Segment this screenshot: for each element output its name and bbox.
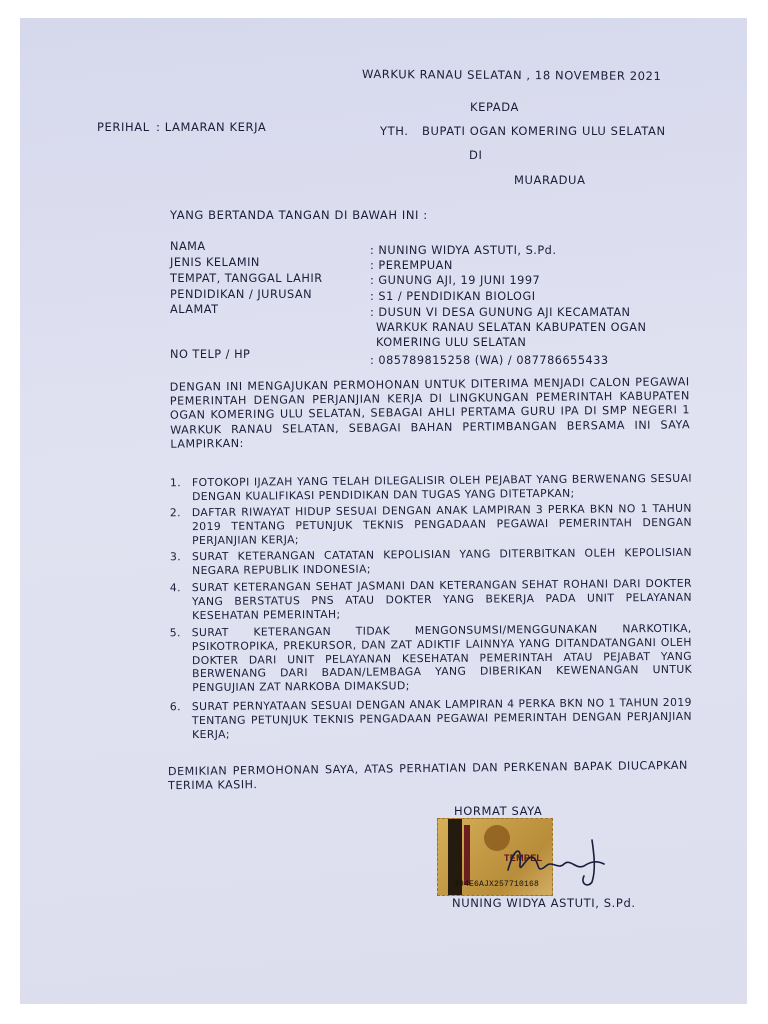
list-item-number: 5. bbox=[169, 626, 181, 640]
perihal-label: PERIHAL bbox=[97, 120, 150, 134]
field-label-alamat: ALAMAT bbox=[170, 303, 219, 316]
list-item-text: DAFTAR RIWAYAT HIDUP SESUAI DENGAN ANAK LAMPIRAN 3 PERKA BKN NO 1 TAHUN 2019 TENTANG PETUNJUK TEKNIS PENGADAAN PEGAWAI PEMERINTAH DENGAN PERJANJIAN KERJA; bbox=[191, 501, 693, 547]
list-item-text: SURAT KETERANGAN CATATAN KEPOLISIAN YANG DITERBITKAN OLEH KEPOLISIAN NEGARA REPUBLIK INDONESIA; bbox=[191, 545, 692, 577]
list-item-number: 3. bbox=[169, 550, 182, 564]
list-item-text: SURAT PERNYATAAN SESUAI DENGAN ANAK LAMPIRAN 4 PERKA BKN NO 1 TAHUN 2019 TENTANG PETUNJUK TEKNIS PENGADAAN PEGAWAI PEMERINTAH DENGAN PERJANJIAN KERJA; bbox=[191, 695, 693, 741]
closing-paragraph: DEMIKIAN PERMOHONAN SAYA, ATAS PERHATIAN DAN PERKENAN BAPAK DIUCAPKAN TERIMA KASIH. bbox=[167, 758, 688, 793]
field-value-alamat-2: WARKUK RANAU SELATAN KABUPATEN OGAN bbox=[376, 321, 647, 334]
list-item-text: FOTOKOPI IJAZAH YANG TELAH DILEGALISIR OLEH PEJABAT YANG BERWENANG SESUAI DENGAN KUALIFIKASI PENDIDIKAN DAN TUGAS YANG DITETAPKAN; bbox=[191, 471, 692, 503]
field-value-alamat-3: KOMERING ULU SELATAN bbox=[376, 336, 527, 349]
regards: HORMAT SAYA bbox=[454, 804, 543, 818]
application-paragraph: DENGAN INI MENGAJUKAN PERMOHONAN UNTUK DITERIMA MENJADI CALON PEGAWAI PEMERINTAH DENGAN PERJANJIAN KERJA DI LINGKUNGAN PEMERINTAH KABUPATEN OGAN KOMERING ULU SELATAN, SEBAGAI AHLI PERTAMA GURU IPA DI SMP NEGERI 1 WARKUK RANAU SELATAN, SEBAGAI BAHAN PERTIMBANGAN BERSAMA INI SAYA LAMPIRKAN: bbox=[169, 375, 691, 451]
perihal-value: : LAMARAN KERJA bbox=[156, 120, 267, 134]
list-item bbox=[170, 502, 692, 551]
list-item bbox=[170, 577, 692, 626]
list-item bbox=[170, 696, 692, 745]
stamp-serial: 394E6AJX257710168 bbox=[454, 880, 540, 889]
handwritten-signature bbox=[500, 830, 610, 890]
list-item-text: SURAT KETERANGAN TIDAK MENGONSUMSI/MENGGUNAKAN NARKOTIKA, PSIKOTROPIKA, PREKURSOR, DAN ZAT ADIKTIF LAINNYA YANG DITANDATANGANI OLEH DOKTER DARI UNIT PELAYANAN KESEHATAN PEMERINTAH ATAU PEJABAT YANG BERWENANG DARI BADAN/LEMBAGA YANG DIBERIKAN KEWENANGAN UNTUK PENGUJIAN ZAT NARKOBA DIMAKSUD; bbox=[191, 621, 693, 695]
field-value-pendidikan: : S1 / PENDIDIKAN BIOLOGI bbox=[370, 290, 536, 303]
signer-name: NUNING WIDYA ASTUTI, S.Pd. bbox=[452, 896, 636, 910]
field-label-nama: NAMA bbox=[170, 240, 206, 253]
recipient-prefix: YTH. bbox=[380, 124, 409, 138]
recipient-di: DI bbox=[469, 148, 483, 162]
list-item bbox=[170, 472, 692, 507]
field-value-jenis-kelamin: : PEREMPUAN bbox=[370, 259, 453, 272]
list-item-number: 2. bbox=[169, 506, 182, 520]
field-label-telp: NO TELP / HP bbox=[170, 348, 251, 361]
stamp-label: TEMPEL bbox=[504, 853, 543, 863]
stamp-stripe-red bbox=[464, 825, 470, 885]
list-item bbox=[170, 622, 693, 699]
recipient-name: BUPATI OGAN KOMERING ULU SELATAN bbox=[422, 124, 666, 138]
field-value-alamat-1: : DUSUN VI DESA GUNUNG AJI KECAMATAN bbox=[370, 306, 631, 319]
list-item-number: 1. bbox=[169, 476, 182, 490]
field-label-pendidikan: PENDIDIKAN / JURUSAN bbox=[170, 288, 313, 301]
letter-page bbox=[20, 18, 747, 1004]
list-item-number: 6. bbox=[169, 700, 182, 714]
list-item-number: 4. bbox=[169, 581, 182, 595]
kepada-label: KEPADA bbox=[470, 100, 519, 114]
place-date: WARKUK RANAU SELATAN , 18 NOVEMBER 2021 bbox=[361, 66, 662, 84]
field-value-telp: : 085789815258 (WA) / 087786655433 bbox=[370, 354, 609, 367]
recipient-city: MUARADUA bbox=[514, 173, 586, 187]
intro-line: YANG BERTANDA TANGAN DI BAWAH INI : bbox=[170, 208, 428, 222]
list-item-text: SURAT KETERANGAN SEHAT JASMANI DAN KETERANGAN SEHAT ROHANI DARI DOKTER YANG BERSTATUS PNS ATAU DOKTER YANG BEKERJA PADA UNIT PELAYANAN KESEHATAN PEMERINTAH; bbox=[191, 576, 693, 622]
field-value-nama: : NUNING WIDYA ASTUTI, S.Pd. bbox=[370, 244, 557, 257]
list-item bbox=[170, 546, 692, 581]
field-value-ttl: : GUNUNG AJI, 19 JUNI 1997 bbox=[370, 274, 541, 287]
field-label-ttl: TEMPAT, TANGGAL LAHIR bbox=[170, 272, 323, 285]
field-label-jenis-kelamin: JENIS KELAMIN bbox=[170, 256, 260, 269]
